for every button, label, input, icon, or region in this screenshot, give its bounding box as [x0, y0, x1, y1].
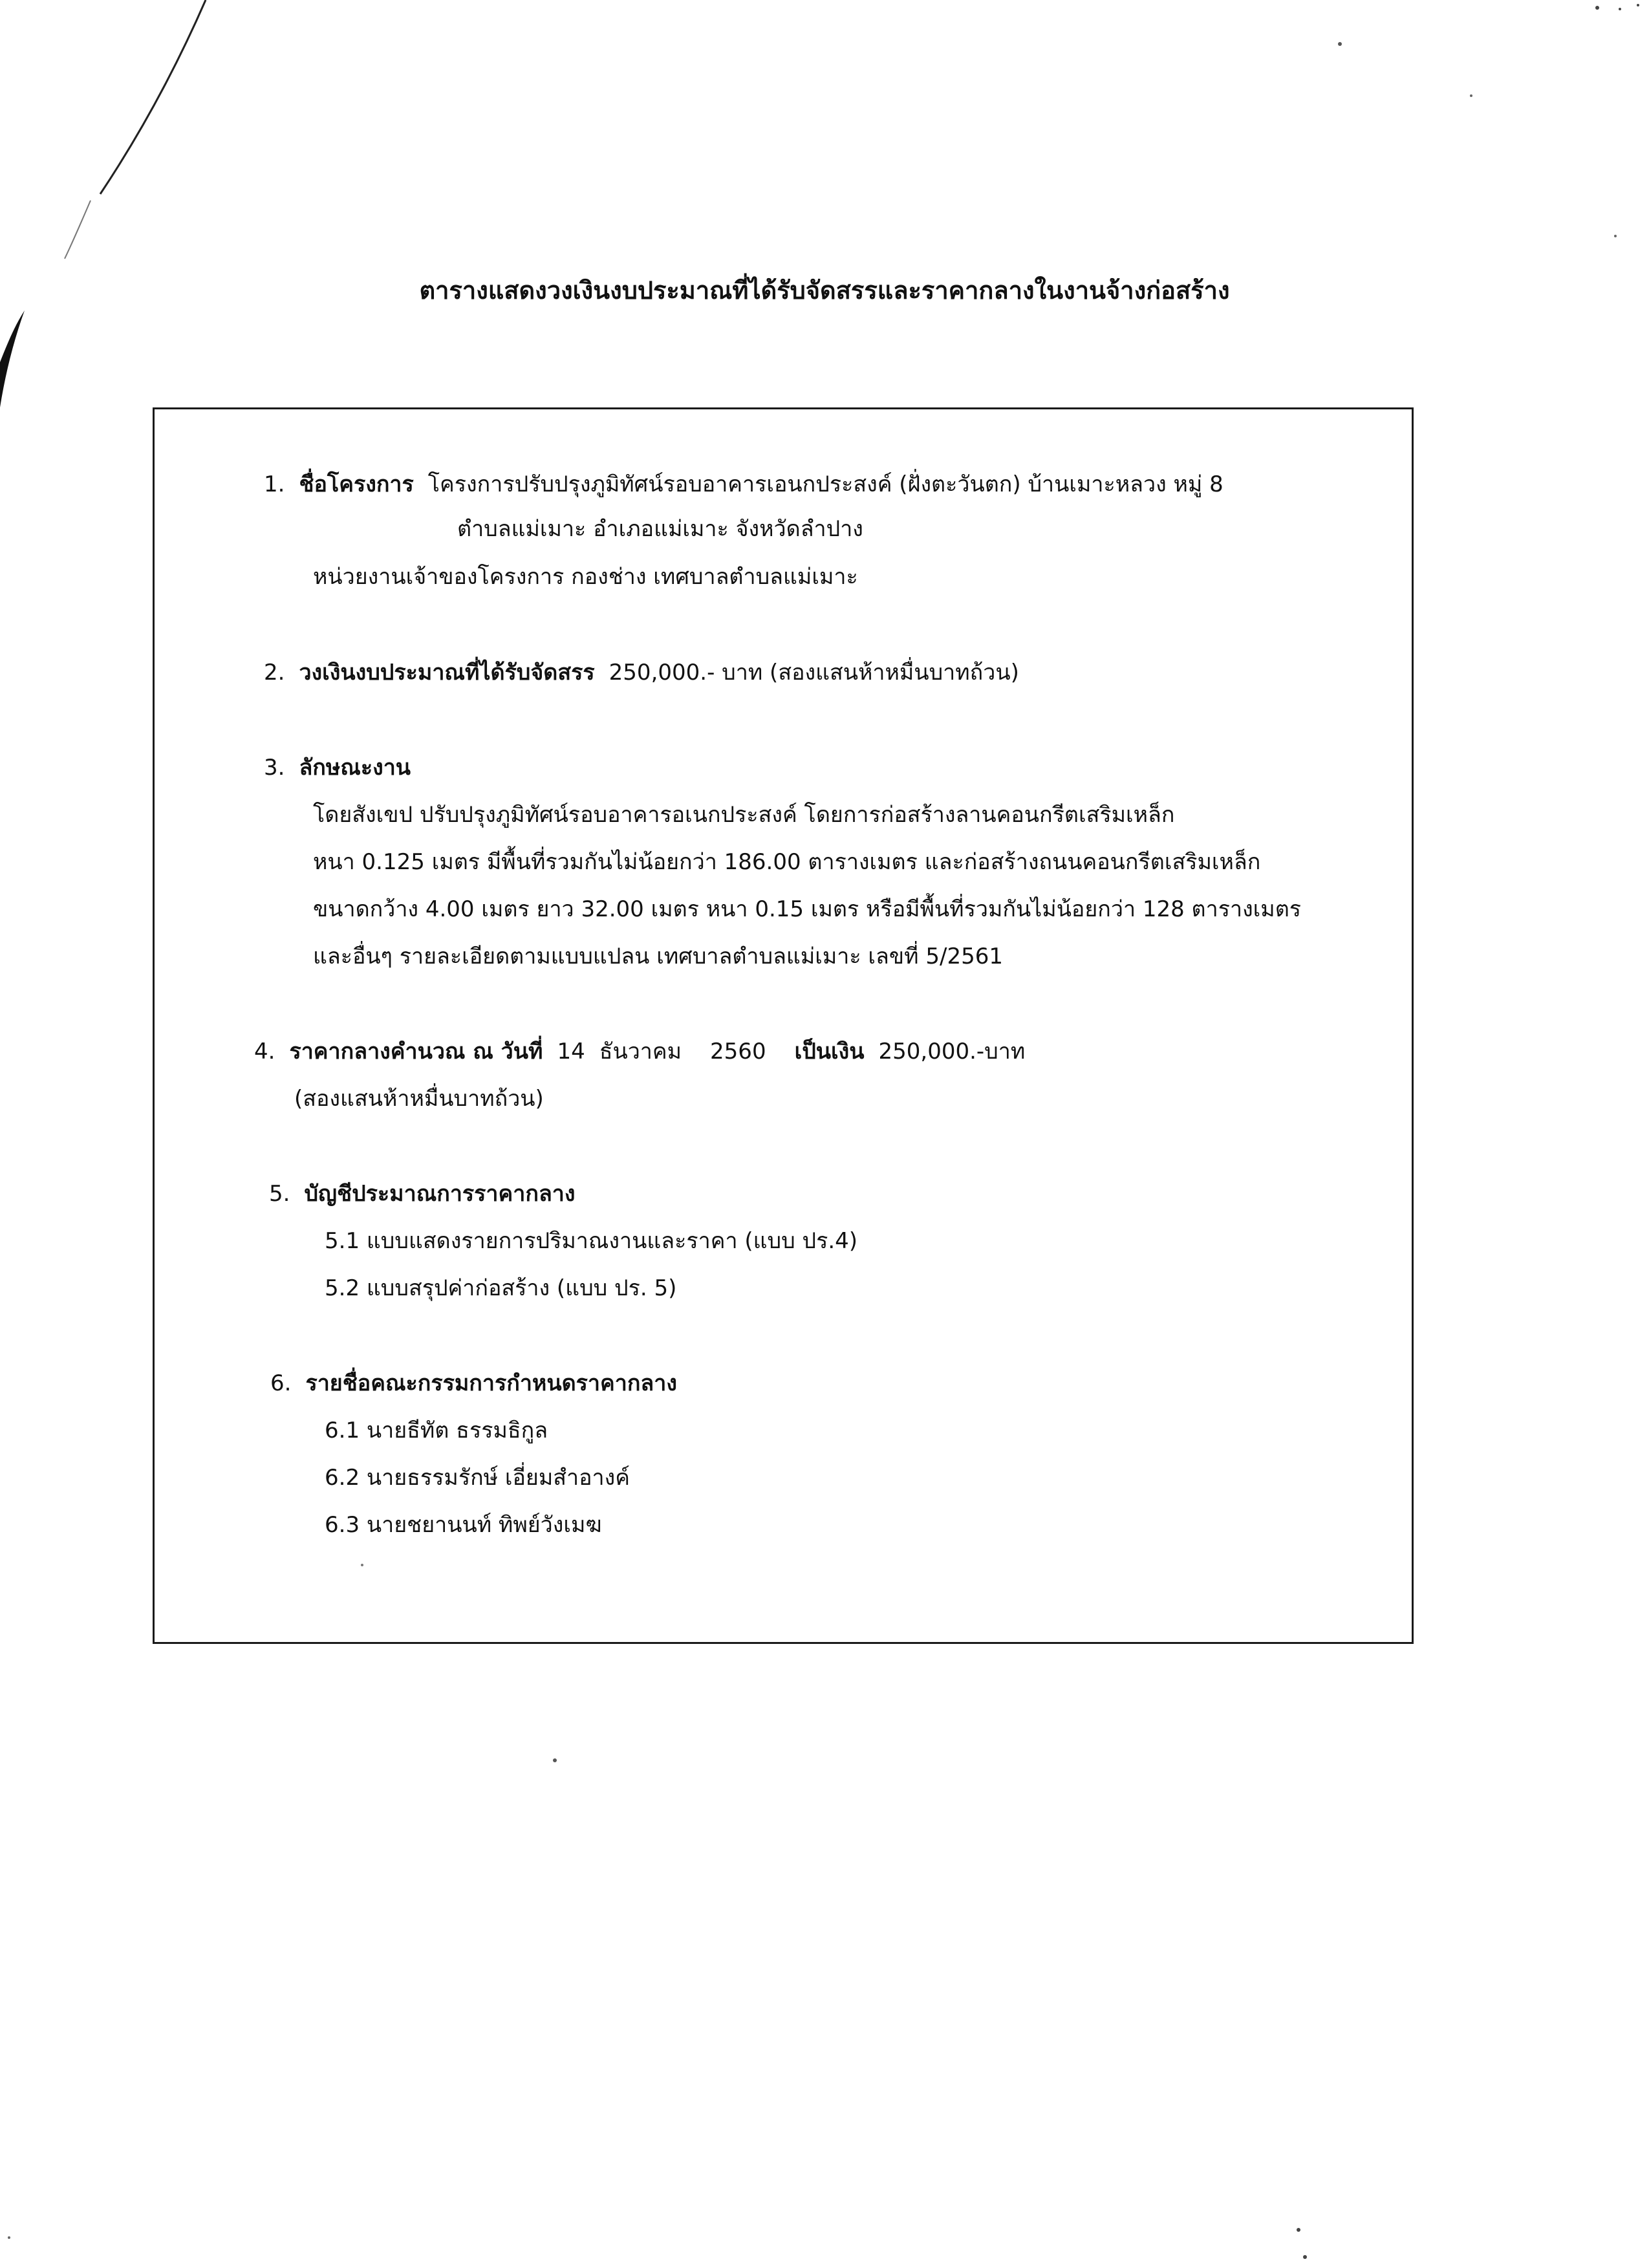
section-4-number: 4. — [254, 1039, 275, 1064]
committee-member: 6.3 นายชยานนท์ ทิพย์วังเมฆ — [325, 1512, 602, 1538]
section-4-year: 2560 — [710, 1039, 766, 1064]
section-5-item: 5.1 แบบแสดงรายการปริมาณงานและราคา (แบบ ปร.4) — [325, 1228, 858, 1254]
section-4-label: ราคากลางคำนวณ ณ วันที่ — [289, 1039, 543, 1064]
section-1-number: 1. — [264, 471, 285, 497]
section-5-number: 5. — [269, 1181, 290, 1207]
section-6-heading — [270, 1369, 677, 1398]
section-6-label: รายชื่อคณะกรรมการกำหนดราคากลาง — [305, 1370, 677, 1396]
section-5-item: 5.2 แบบสรุปค่าก่อสร้าง (แบบ ปร. 5) — [325, 1275, 677, 1301]
section-4-month: ธันวาคม — [599, 1039, 682, 1064]
section-1-owner: หน่วยงานเจ้าของโครงการ กองช่าง เทศบาลตำบลแม่เมาะ — [313, 564, 858, 590]
section-1-heading — [264, 470, 1223, 499]
section-4-median-price — [254, 1037, 1025, 1066]
section-1-label: ชื่อโครงการ — [299, 471, 414, 497]
committee-member: 6.1 นายธีทัต ธรรมธิกูล — [325, 1418, 548, 1443]
section-2-budget — [264, 658, 1019, 687]
speck — [8, 2236, 10, 2239]
section-4-amount-label: เป็นเงิน — [794, 1039, 865, 1064]
section-6-number: 6. — [270, 1370, 292, 1396]
committee-member: 6.2 นายธรรมรักษ์ เอี่ยมสำอางค์ — [325, 1465, 630, 1491]
section-4-amount: 250,000.-บาท — [878, 1039, 1026, 1064]
speck — [1614, 235, 1617, 237]
section-5-label: บัญชีประมาณการราคากลาง — [304, 1181, 576, 1207]
speck — [553, 1758, 557, 1762]
pen-stroke-top-left — [100, 0, 206, 194]
section-4-amount-text: (สองแสนห้าหมื่นบาทถ้วน) — [294, 1086, 544, 1112]
section-2-value: 250,000.- บาท (สองแสนห้าหมื่นบาทถ้วน) — [609, 660, 1019, 686]
speck — [1297, 2228, 1300, 2232]
section-3-number: 3. — [264, 755, 285, 781]
speck — [1303, 2255, 1307, 2259]
section-3-desc-line: ขนาดกว้าง 4.00 เมตร ยาว 32.00 เมตร หนา 0.15 เมตร หรือมีพื้นที่รวมกันไม่น้อยกว่า 128 ตารางเมตร — [313, 896, 1302, 922]
section-1-project-name: โครงการปรับปรุงภูมิทัศน์รอบอาคารเอนกประสงค์ (ฝั่งตะวันตก) บ้านเมาะหลวง หมู่ 8 — [427, 471, 1223, 497]
pen-stroke-faint — [65, 200, 91, 259]
section-3-label: ลักษณะงาน — [299, 755, 411, 781]
speck — [1619, 8, 1621, 10]
section-3-desc-line: หนา 0.125 เมตร มีพื้นที่รวมกันไม่น้อยกว่า 186.00 ตารางเมตร และก่อสร้างถนนคอนกรีตเสริมเหล็ก — [313, 849, 1261, 875]
speck — [1637, 4, 1639, 6]
document-title: ตารางแสดงวงเงินงบประมาณที่ได้รับจัดสรรและราคากลางในงานจ้างก่อสร้าง — [419, 276, 1230, 305]
section-3-desc-line: โดยสังเขป ปรับปรุงภูมิทัศน์รอบอาคารอเนกประสงค์ โดยการก่อสร้างลานคอนกรีตเสริมเหล็ก — [313, 802, 1175, 828]
speck — [1470, 94, 1472, 97]
section-5-heading — [269, 1180, 575, 1208]
speck — [1595, 6, 1599, 10]
section-2-label: วงเงินงบประมาณที่ได้รับจัดสรร — [299, 660, 595, 686]
section-1-location: ตำบลแม่เมาะ อำเภอแม่เมาะ จังหวัดลำปาง — [457, 516, 863, 542]
content-frame — [153, 407, 1414, 1644]
section-3-heading — [264, 753, 411, 782]
section-3-desc-line: และอื่นๆ รายละเอียดตามแบบแปลน เทศบาลตำบลแม่เมาะ เลขที่ 5/2561 — [313, 944, 1003, 969]
speck — [1338, 42, 1342, 46]
section-4-day: 14 — [557, 1039, 585, 1064]
pen-stroke-edge — [0, 310, 25, 407]
section-2-number: 2. — [264, 660, 285, 686]
